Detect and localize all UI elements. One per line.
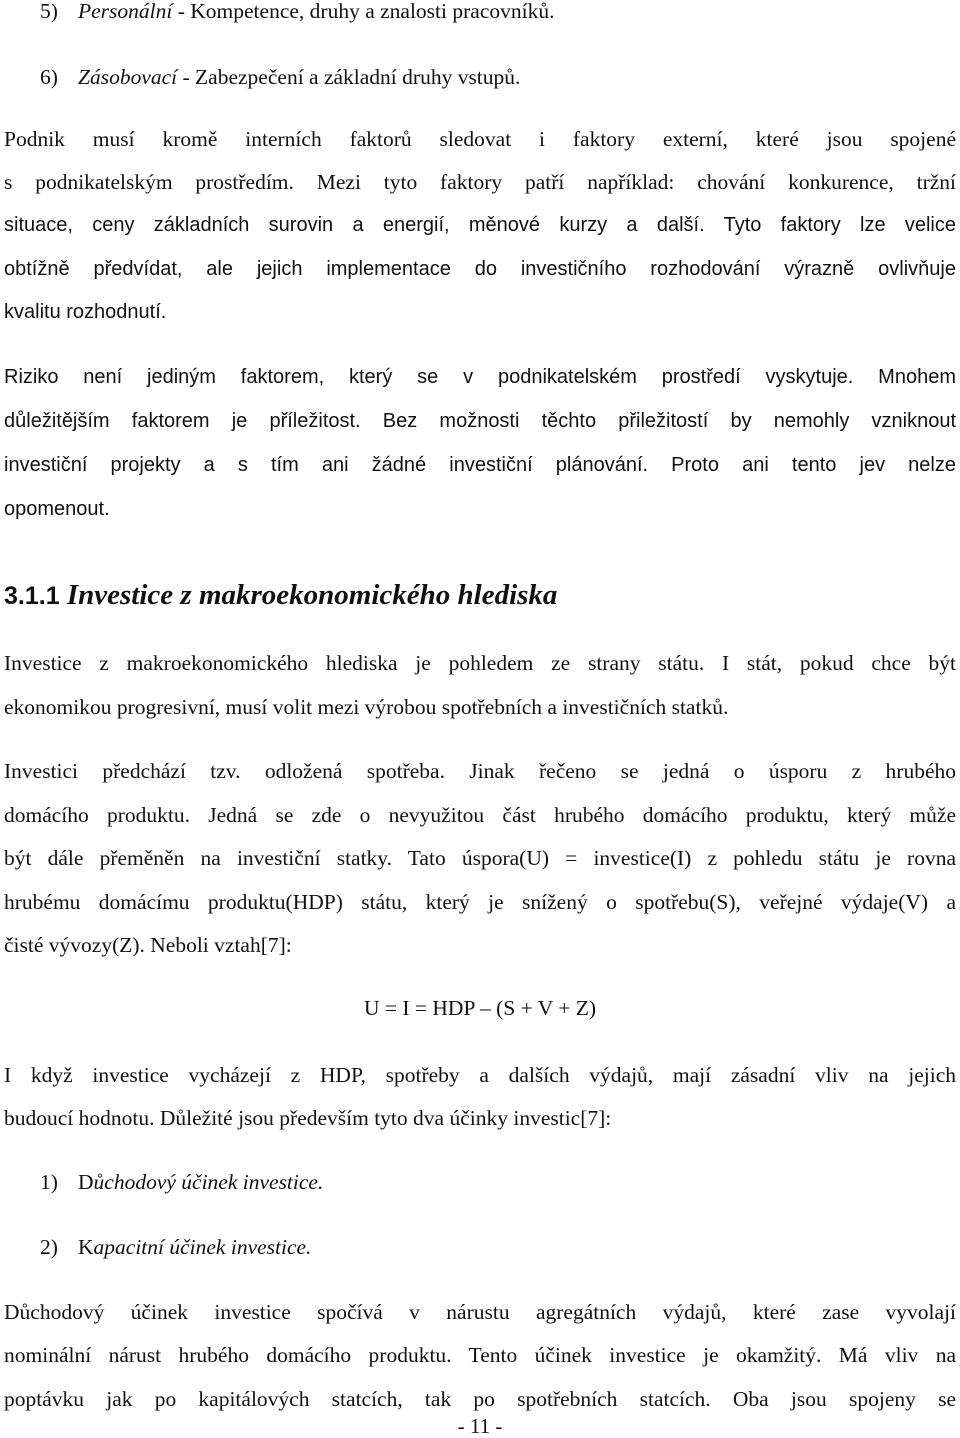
paragraph-line: domácího produktu. Jedná se zde o nevyužitou část hrubého domácího produktu, který může: [4, 803, 956, 827]
paragraph-line: budoucí hodnotu. Důležité jsou především tyto dva účinky investic[7]:: [4, 1106, 612, 1130]
list-item: [40, 62, 940, 92]
list-text: D: [78, 1170, 94, 1194]
paragraph-line: nominální nárust hrubého domácího produktu. Tento účinek investice je okamžitý. Má vliv na: [4, 1343, 956, 1367]
list-number: 1): [40, 1170, 58, 1194]
paragraph-line: být dále přeměněn na investiční statky. Tato úspora(U) = investice(I) z pohledu státu je rovna: [4, 846, 956, 870]
list-number: 5): [40, 0, 58, 23]
paragraph-line: hrubému domácímu produktu(HDP) státu, který je snížený o spotřebu(S), veřejné výdaje(V) a: [4, 890, 956, 914]
page-number: - 11 -: [457, 1414, 503, 1438]
paragraph-line: poptávku jak po kapitálových statcích, tak po spotřebních statcích. Oba jsou spojeny se: [4, 1387, 956, 1411]
paragraph-line: obtížně předvídat, ale jejich implementace do investičního rozhodování výrazně ovlivňuje: [4, 258, 956, 280]
paragraph-line: Investice z makroekonomického hlediska je pohledem ze strany státu. I stát, pokud chce být: [4, 651, 956, 675]
paragraph-line: kvalitu rozhodnutí.: [4, 301, 167, 323]
paragraph-line: důležitějším faktorem je příležitost. Bez možnosti těchto přiležitostí by nemohly vzniknout: [4, 410, 956, 432]
list-term: apacitní účinek investice.: [93, 1235, 312, 1259]
list-item: [40, 1232, 940, 1262]
list-term: Personální: [78, 0, 173, 23]
section-heading: [4, 576, 557, 615]
section-title: Investice z makroekonomického hlediska: [66, 579, 558, 611]
list-number: 6): [40, 65, 58, 89]
paragraph-line: Investici předchází tzv. odložená spotřeba. Jinak řečeno se jedná o úsporu z hrubého: [4, 759, 956, 783]
paragraph-line: s podnikatelským prostředím. Mezi tyto faktory patří například: chování konkurence, tržní: [4, 170, 956, 194]
list-text: - Kompetence, druhy a znalosti pracovníků.: [172, 0, 555, 23]
list-item: [40, 0, 940, 26]
paragraph-line: Důchodový účinek investice spočívá v nárustu agregátních výdajů, které zase vyvolají: [4, 1300, 956, 1324]
paragraph-line: ekonomikou progresivní, musí volit mezi výrobou spotřebních a investičních statků.: [4, 695, 729, 719]
paragraph-line: Podnik musí kromě interních faktorů sledovat i faktory externí, které jsou spojené: [4, 127, 956, 151]
paragraph-line: čisté vývozy(Z). Neboli vztah[7]:: [4, 933, 292, 957]
paragraph-line: investiční projekty a s tím ani žádné investiční plánování. Proto ani tento jev nelze: [4, 454, 956, 476]
paragraph-line: I když investice vycházejí z HDP, spotřeby a dalších výdajů, mají zásadní vliv na jejich: [4, 1063, 956, 1087]
paragraph-line: opomenout.: [4, 498, 110, 520]
paragraph-line: situace, ceny základních surovin a energií, měnové kurzy a další. Tyto faktory lze velice: [4, 214, 956, 236]
paragraph-line: Riziko není jediným faktorem, který se v podnikatelském prostředí vyskytuje. Mnohem: [4, 366, 956, 388]
list-term: Zásobovací: [78, 65, 178, 89]
formula: U = I = HDP – (S + V + Z): [363, 996, 597, 1020]
list-text: K: [78, 1235, 94, 1259]
list-text: - Zabezpečení a základní druhy vstupů.: [177, 65, 521, 89]
list-term: ůchodový účinek investice.: [93, 1170, 324, 1194]
section-number: 3.1.1: [4, 582, 60, 610]
list-item: [40, 1167, 940, 1197]
list-number: 2): [40, 1235, 58, 1259]
